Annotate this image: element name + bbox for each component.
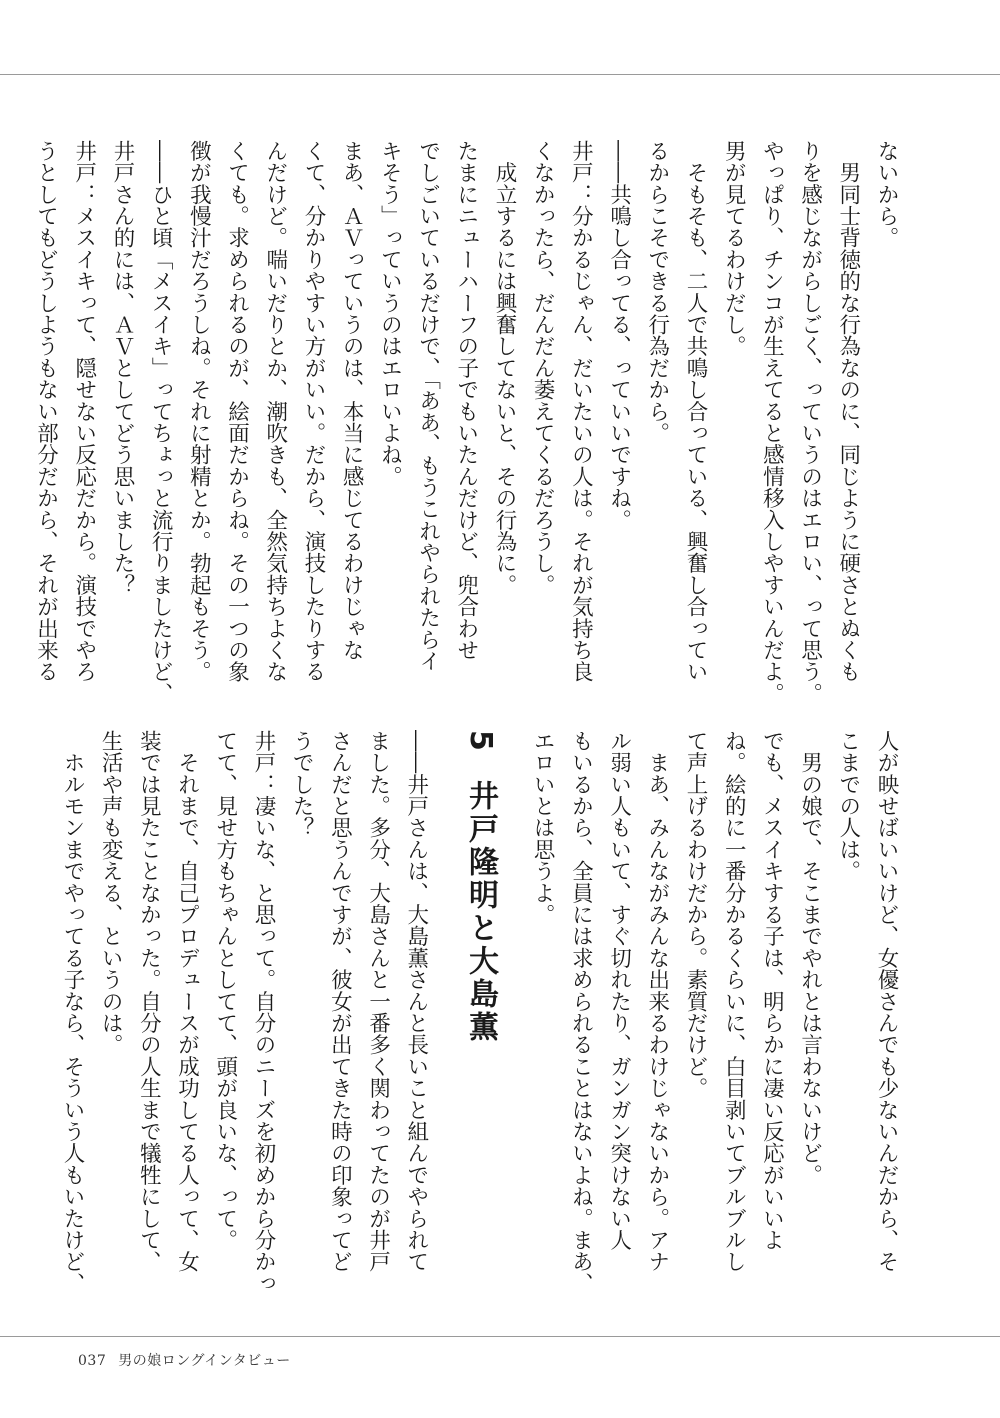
text-line: るからこそできる行為だから。 <box>644 140 670 444</box>
text-line: ――井戸さんは、大島薫さんと長いこと組んでやられて <box>403 730 429 1273</box>
text-line: くて、分かりやすい方がいい。だから、演技したりする <box>300 140 326 683</box>
text-line: ね。絵的に一番分かるくらいに、白目剥いてブルブルし <box>721 730 747 1273</box>
text-line: それまで、自己プロデュースが成功してる人って、女 <box>174 730 200 1273</box>
text-line: うとしてもどうしようもない部分だから、それが出来る <box>33 140 59 683</box>
text-line: ました。多分、大島さんと一番多く関わってたのが井戸 <box>365 730 391 1273</box>
text-line: でしごいているだけで、「ああ、もうこれやられたらイ <box>415 140 441 672</box>
text-line: て声上げるわけだから。素質だけど。 <box>682 730 708 1099</box>
section-heading <box>435 730 523 1290</box>
text-line: 男の娘で、そこまでやれとは言わないけど。 <box>797 730 823 1186</box>
text-line: まあ、ＡＶっていうのは、本当に感じてるわけじゃな <box>339 140 365 661</box>
text-line: ル弱い人もいて、すぐ切れたり、ガンガン突けない人 <box>606 730 632 1251</box>
lower-text-column <box>59 730 905 1295</box>
text-line: こまでの人は。 <box>835 730 861 882</box>
text-line: んだけど。喘いだりとか、潮吹きも、全然気持ちよくな <box>262 140 288 683</box>
text-line: キそう」っていうのはエロいよね。 <box>377 140 403 488</box>
text-line: 井戸さん的には、ＡＶとしてどう思いました？ <box>109 140 135 596</box>
page-footer <box>78 1350 291 1370</box>
text-line: てて、見せ方もちゃんとしてて、頭が良いな、って。 <box>212 730 238 1251</box>
text-line: りを感じながらしごく、っていうのはエロい、って思う。 <box>797 140 823 705</box>
text-line: たまにニューハーフの子でもいたんだけど、兜合わせ <box>453 140 479 661</box>
text-line: 成立するには興奮してないと、その行為に。 <box>491 140 517 596</box>
page-number: 037 <box>78 1353 107 1369</box>
text-line: ――共鳴し合ってる、っていいですね。 <box>606 140 632 531</box>
text-line: 装では見たことなかった。自分の人生まで犠牲にして、 <box>136 730 162 1273</box>
text-line: くなかったら、だんだん萎えてくるだろうし。 <box>530 140 556 596</box>
top-rule <box>0 74 1000 75</box>
upper-text-column <box>33 140 905 705</box>
text-line: うでした？ <box>289 730 315 839</box>
text-line: さんだと思うんですが、彼女が出てきた時の印象ってど <box>327 730 353 1273</box>
text-line: 男が見てるわけだし。 <box>721 140 747 357</box>
section-number: 5 <box>462 730 498 754</box>
text-line: くても。求められるのが、絵面だからね。その一つの象 <box>224 140 250 683</box>
section-title: 井戸隆明と大島薫 <box>462 779 498 1044</box>
running-title: 男の娘ロングインタビュー <box>118 1353 291 1369</box>
text-line: 人が映せばいいけど、女優さんでも少ないんだから、そ <box>874 730 899 1273</box>
text-line: 井戸：凄いな、と思って。自分のニーズを初めから分かっ <box>250 730 276 1295</box>
text-line: 井戸：メスイキって、隠せない反応だから。演技でやろ <box>71 140 97 683</box>
text-line: やっぱり、チンコが生えてると感情移入しやすいんだよ。 <box>759 140 785 705</box>
bottom-rule <box>0 1336 1000 1337</box>
text-line: ホルモンまでやってる子なら、そういう人もいたけど、 <box>59 730 85 1295</box>
text-line: そもそも、二人で共鳴し合っている、興奮し合ってい <box>682 140 708 683</box>
text-line: でも、メスイキする子は、明らかに凄い反応がいいよ <box>759 730 785 1251</box>
text-line: ないから。 <box>874 140 899 249</box>
text-line: 徴が我慢汁だろうしね。それに射精とか。勃起もそう。 <box>186 140 212 683</box>
text-line: エロいとは思うよ。 <box>530 730 556 926</box>
text-line: 生活や声も変える、というのは。 <box>98 730 124 1056</box>
text-line: もいるから、全員には求められることはないよね。まあ、 <box>568 730 594 1295</box>
text-line: 男同士背徳的な行為なのに、同じように硬さとぬくも <box>835 140 861 683</box>
text-line: まあ、みんながみんな出来るわけじゃないから。アナ <box>644 730 670 1273</box>
text-line: 井戸：分かるじゃん、だいたいの人は。それが気持ち良 <box>568 140 594 683</box>
text-line: ――ひと頃「メスイキ」ってちょっと流行りましたけど、 <box>148 140 174 705</box>
